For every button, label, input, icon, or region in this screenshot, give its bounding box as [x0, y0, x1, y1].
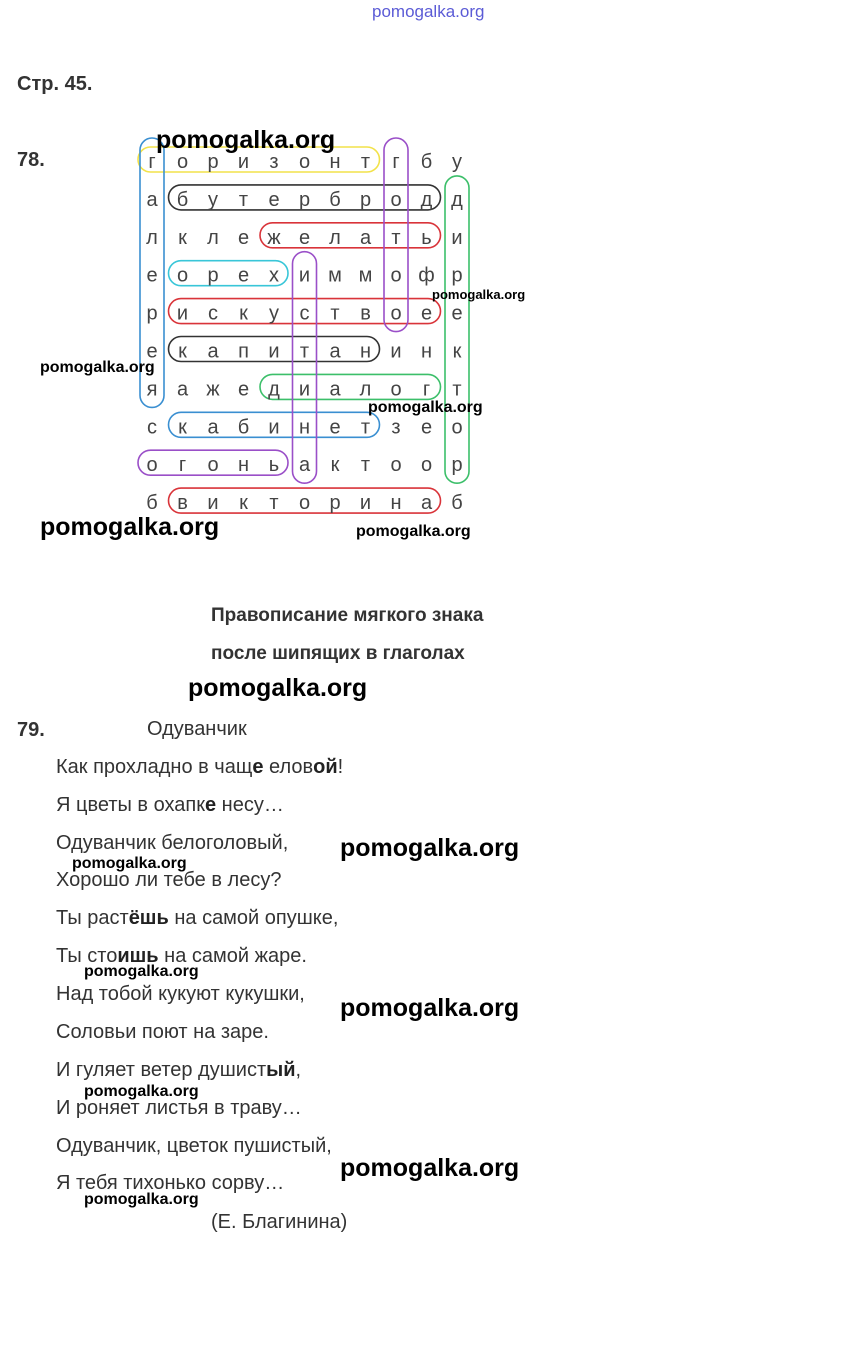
grid-letter: а — [176, 378, 189, 401]
grid-letter: е — [298, 226, 311, 249]
grid-letter: б — [329, 188, 341, 211]
grid-letter: р — [298, 188, 311, 211]
poem-line: И гуляет ветер душистый, — [56, 1059, 302, 1081]
page-reference: Стр. 45. — [17, 73, 93, 95]
poem-line: Я тебя тихонько сорву… — [56, 1172, 285, 1194]
grid-letter: н — [237, 454, 250, 477]
watermark: pomogalka.org — [340, 834, 520, 862]
grid-letter: а — [420, 492, 433, 515]
grid-letter: о — [390, 188, 402, 211]
grid-letter: р — [359, 188, 372, 211]
grid-letter: и — [237, 151, 250, 173]
watermark: pomogalka.org — [432, 287, 526, 302]
grid-letter: и — [268, 416, 280, 439]
grid-letter: с — [147, 416, 157, 439]
poem-line: Хорошо ли тебе в лесу? — [56, 869, 282, 891]
grid-letter: е — [237, 378, 250, 401]
poem-line: Одуванчик, цветок пушистый, — [56, 1135, 332, 1157]
grid-letter: с — [208, 302, 218, 325]
grid-letter: а — [329, 378, 341, 401]
grid-letter: н — [298, 416, 311, 439]
poem-line: Ты растёшь на самой опушке, — [56, 907, 339, 929]
grid-letter: ь — [268, 454, 280, 477]
poem-line: Я цветы в охапке несу… — [56, 794, 284, 816]
grid-letter: е — [451, 302, 463, 325]
poem-line: Одуванчик белоголовый, — [56, 832, 289, 854]
grid-letter: р — [207, 151, 219, 173]
grid-letter: я — [146, 378, 158, 401]
grid-letter: е — [146, 264, 158, 287]
grid-letter: к — [178, 340, 187, 363]
grid-letter: г — [392, 151, 400, 173]
grid-letter: т — [299, 340, 310, 363]
grid-letter: н — [329, 151, 341, 173]
grid-letter: л — [207, 226, 219, 249]
grid-letter: к — [330, 454, 340, 477]
watermark: pomogalka.org — [340, 994, 520, 1022]
grid-letter: л — [146, 226, 158, 249]
grid-letter: б — [420, 151, 433, 173]
poem-line: Ты стоишь на самой жаре. — [56, 945, 307, 967]
grid-letter: г — [422, 378, 431, 401]
grid-letter: б — [176, 188, 189, 211]
grid-letter: о — [298, 151, 311, 173]
grid-letter: т — [330, 302, 340, 325]
poem-line: И роняет листья в траву… — [56, 1097, 302, 1119]
poem-author: (Е. Благинина) — [211, 1211, 348, 1233]
grid-letter: з — [391, 416, 401, 439]
grid-letter: о — [176, 264, 189, 287]
grid-letter: о — [146, 454, 158, 477]
grid-letter: б — [451, 492, 463, 515]
grid-letter: е — [237, 226, 250, 249]
word-search-grid — [0, 0, 861, 560]
grid-letter: о — [298, 492, 311, 515]
grid-letter: т — [391, 226, 401, 249]
watermark: pomogalka.org — [40, 513, 220, 541]
grid-letter: е — [420, 302, 433, 325]
grid-letter: б — [146, 492, 158, 515]
grid-letter: ь — [421, 226, 432, 249]
grid-letter: р — [451, 264, 463, 287]
grid-letter: в — [360, 302, 371, 325]
section-title-line2: после шипящих в глаголах — [211, 643, 465, 664]
grid-letter: д — [420, 188, 433, 211]
grid-letter: и — [176, 302, 189, 325]
grid-letter: ж — [267, 226, 281, 249]
grid-letter: и — [207, 492, 219, 515]
grid-letter: л — [359, 378, 372, 401]
watermark: pomogalka.org — [156, 126, 336, 154]
grid-letter: к — [239, 492, 248, 515]
grid-letter: г — [178, 454, 187, 477]
poem-line: Как прохладно в чаще еловой! — [56, 756, 344, 778]
grid-letter: т — [360, 151, 371, 173]
grid-letter: а — [207, 340, 219, 363]
grid-letter: м — [328, 264, 342, 287]
grid-letter: о — [390, 454, 402, 477]
watermark: pomogalka.org — [84, 963, 199, 980]
grid-letter: р — [146, 302, 158, 325]
grid-letter: п — [238, 340, 249, 363]
grid-letter: р — [329, 492, 341, 515]
grid-letter: р — [207, 264, 219, 287]
grid-letter: и — [359, 492, 372, 515]
watermark: pomogalka.org — [72, 855, 187, 872]
grid-letter: и — [451, 226, 463, 249]
grid-letter: е — [329, 416, 341, 439]
poem-line: Соловьи поют на заре. — [56, 1021, 269, 1043]
word-loop-диалог — [260, 374, 441, 399]
exercise-79-number: 79. — [17, 719, 45, 741]
grid-letter: с — [299, 302, 310, 325]
grid-letter: н — [359, 340, 372, 363]
grid-letter: л — [329, 226, 341, 249]
watermark: pomogalka.org — [188, 674, 368, 702]
grid-letter: д — [268, 378, 280, 401]
grid-letter: и — [298, 378, 311, 401]
grid-letter: к — [452, 340, 462, 363]
watermark: pomogalka.org — [368, 399, 483, 416]
grid-letter: х — [269, 264, 279, 287]
grid-letter: к — [178, 226, 187, 249]
grid-letter: б — [237, 416, 250, 439]
watermark: pomogalka.org — [356, 523, 471, 540]
grid-letter: а — [298, 454, 311, 477]
grid-letter: е — [420, 416, 433, 439]
grid-letter: н — [420, 340, 433, 363]
poem-title: Одуванчик — [147, 718, 247, 740]
exercise-78-number: 78. — [17, 149, 45, 171]
grid-letter: о — [207, 454, 219, 477]
grid-letter: е — [268, 188, 280, 211]
grid-letter: в — [177, 492, 188, 515]
grid-letter: о — [176, 151, 189, 173]
grid-letter: и — [390, 340, 402, 363]
grid-letter: д — [451, 188, 463, 211]
grid-letter: ж — [206, 378, 220, 401]
grid-letter: г — [148, 151, 156, 173]
grid-letter: р — [451, 454, 463, 477]
grid-letter: и — [298, 264, 311, 287]
grid-letter: а — [146, 188, 158, 211]
grid-letter: о — [390, 302, 402, 325]
grid-letter: к — [239, 302, 248, 325]
grid-letter: к — [178, 416, 187, 439]
grid-letter: о — [451, 416, 463, 439]
watermark: pomogalka.org — [340, 1154, 520, 1182]
grid-letter: м — [358, 264, 373, 287]
grid-letter: о — [420, 454, 433, 477]
grid-letter: у — [269, 302, 279, 325]
grid-letter: т — [360, 416, 371, 439]
header-site-link[interactable]: pomogalka.org — [372, 2, 485, 21]
grid-letter: н — [390, 492, 402, 515]
grid-letter: ф — [418, 264, 435, 287]
grid-letter: о — [390, 264, 402, 287]
grid-letter: т — [269, 492, 279, 515]
watermark: pomogalka.org — [84, 1191, 199, 1208]
grid-letter: о — [390, 378, 402, 401]
watermark: pomogalka.org — [84, 1083, 199, 1100]
grid-letter: а — [329, 340, 341, 363]
section-title-line1: Правописание мягкого знака — [211, 605, 484, 626]
grid-letter: у — [452, 151, 462, 173]
grid-letter: е — [146, 340, 158, 363]
poem-line: Над тобой кукуют кукушки, — [56, 983, 305, 1005]
grid-letter: т — [452, 378, 462, 401]
watermark: pomogalka.org — [40, 359, 155, 376]
grid-letter: т — [360, 454, 371, 477]
grid-letter: и — [268, 340, 280, 363]
grid-letter: т — [238, 188, 249, 211]
grid-letter: а — [207, 416, 219, 439]
grid-letter: е — [237, 264, 250, 287]
grid-letter: а — [359, 226, 372, 249]
grid-letter: у — [208, 188, 218, 211]
grid-letter: з — [269, 151, 279, 173]
word-loop-желать — [260, 223, 441, 248]
